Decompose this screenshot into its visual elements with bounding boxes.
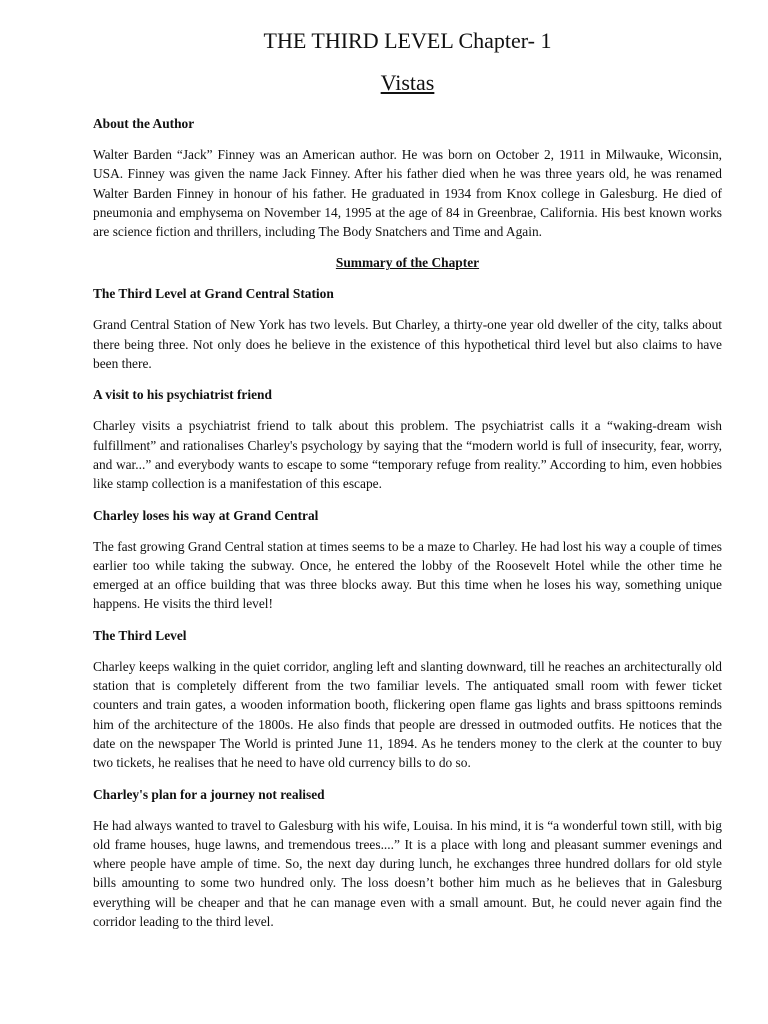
document-title: THE THIRD LEVEL Chapter- 1 bbox=[263, 28, 552, 53]
section-heading-third-level: The Third Level bbox=[93, 627, 187, 643]
section-text-journey-plan: He had always wanted to travel to Galesburg with his wife, Louisa. In his mind, it is “a wonderful town still, with big old frame houses, huge lawns, and tremendous trees....” It is a place with long and pleasant summer evenings and where people have ample of time. So, the next day during lunch, he exchanges three hundred dollars for old style bills amounting to some two hundred only. The loss doesn’t bother him much as he believes that in Galesburg everything will be cheaper and that he can manage even with a small amount. But, he could never again find the corridor leading to the third level. bbox=[93, 817, 723, 930]
section-heading-third-level-grand-central: The Third Level at Grand Central Station bbox=[93, 286, 334, 302]
section-heading-loses-way: Charley loses his way at Grand Central bbox=[93, 507, 319, 523]
document-subtitle: Vistas bbox=[380, 70, 435, 95]
section-text-psychiatrist: Charley visits a psychiatrist friend to talk about this problem. The psychiatrist calls it a “waking-dream wish fulfillment” and rationalises Charley's psychology by saying that the “modern world is full of insecurity, fear, worry, and war...” and everybody wants to escape to some “temporary refuge from reality.” According to him, even hobbies like stamp collection is a manifestation of this escape. bbox=[93, 418, 722, 492]
section-heading-psychiatrist: A visit to his psychiatrist friend bbox=[93, 387, 272, 403]
section-heading-journey-plan: Charley's plan for a journey not realised bbox=[93, 786, 325, 802]
section-heading-about-author: About the Author bbox=[93, 116, 195, 131]
section-text-third-level: Charley keeps walking in the quiet corridor, angling left and slanting downward, till he reaches an architecturally old station that is completely different from the two familiar levels. The antiquated small room with fewer ticket counters and train gates, a wooden information booth, flickering open flame gas lights and brass spittoons reminds him of the architecture of the 1800s. He also finds that people are dressed in outmoded outfits. He notices that the date on the newspaper The World is printed June 11, 1894. As he tenders money to the clerk at the counter to buy two tickets, he realises that he need to have old currency bills to do so. bbox=[93, 658, 722, 771]
section-text-about-author: Walter Barden “Jack” Finney was an American author. He was born on October 2, 1911 in Milwauke, Wiconsin, USA. Finney was given the name Jack Finney. After his father died when he was three years old, he was renamed Walter Barden Finney in honour of his father. He graduated in 1934 from Knox college in Galesburg. He died of pneumonia and emphysema on November 14, 1995 at the age of 84 in Greenbrae, California. His best known works are science fiction and thrillers, including The Body Snatchers and Time and Again. bbox=[93, 147, 722, 240]
section-heading-summary: Summary of the Chapter bbox=[335, 255, 480, 271]
section-text-third-level-grand-central: Grand Central Station of New York has two levels. But Charley, a thirty-one year old dweller of the city, talks about there being three. Not only does he believe in the existence of this hypothetical third level but also claims to have been there. bbox=[93, 317, 722, 372]
section-text-loses-way: The fast growing Grand Central station at times seems to be a maze to Charley. He had lost his way a couple of times earlier too while taking the subway. Once, he entered the lobby of the Roosevelt Hotel while the other time he emerged at an office building that was three blocks away. But this time when he loses his way, something unique happens. He visits the third level! bbox=[93, 538, 722, 612]
